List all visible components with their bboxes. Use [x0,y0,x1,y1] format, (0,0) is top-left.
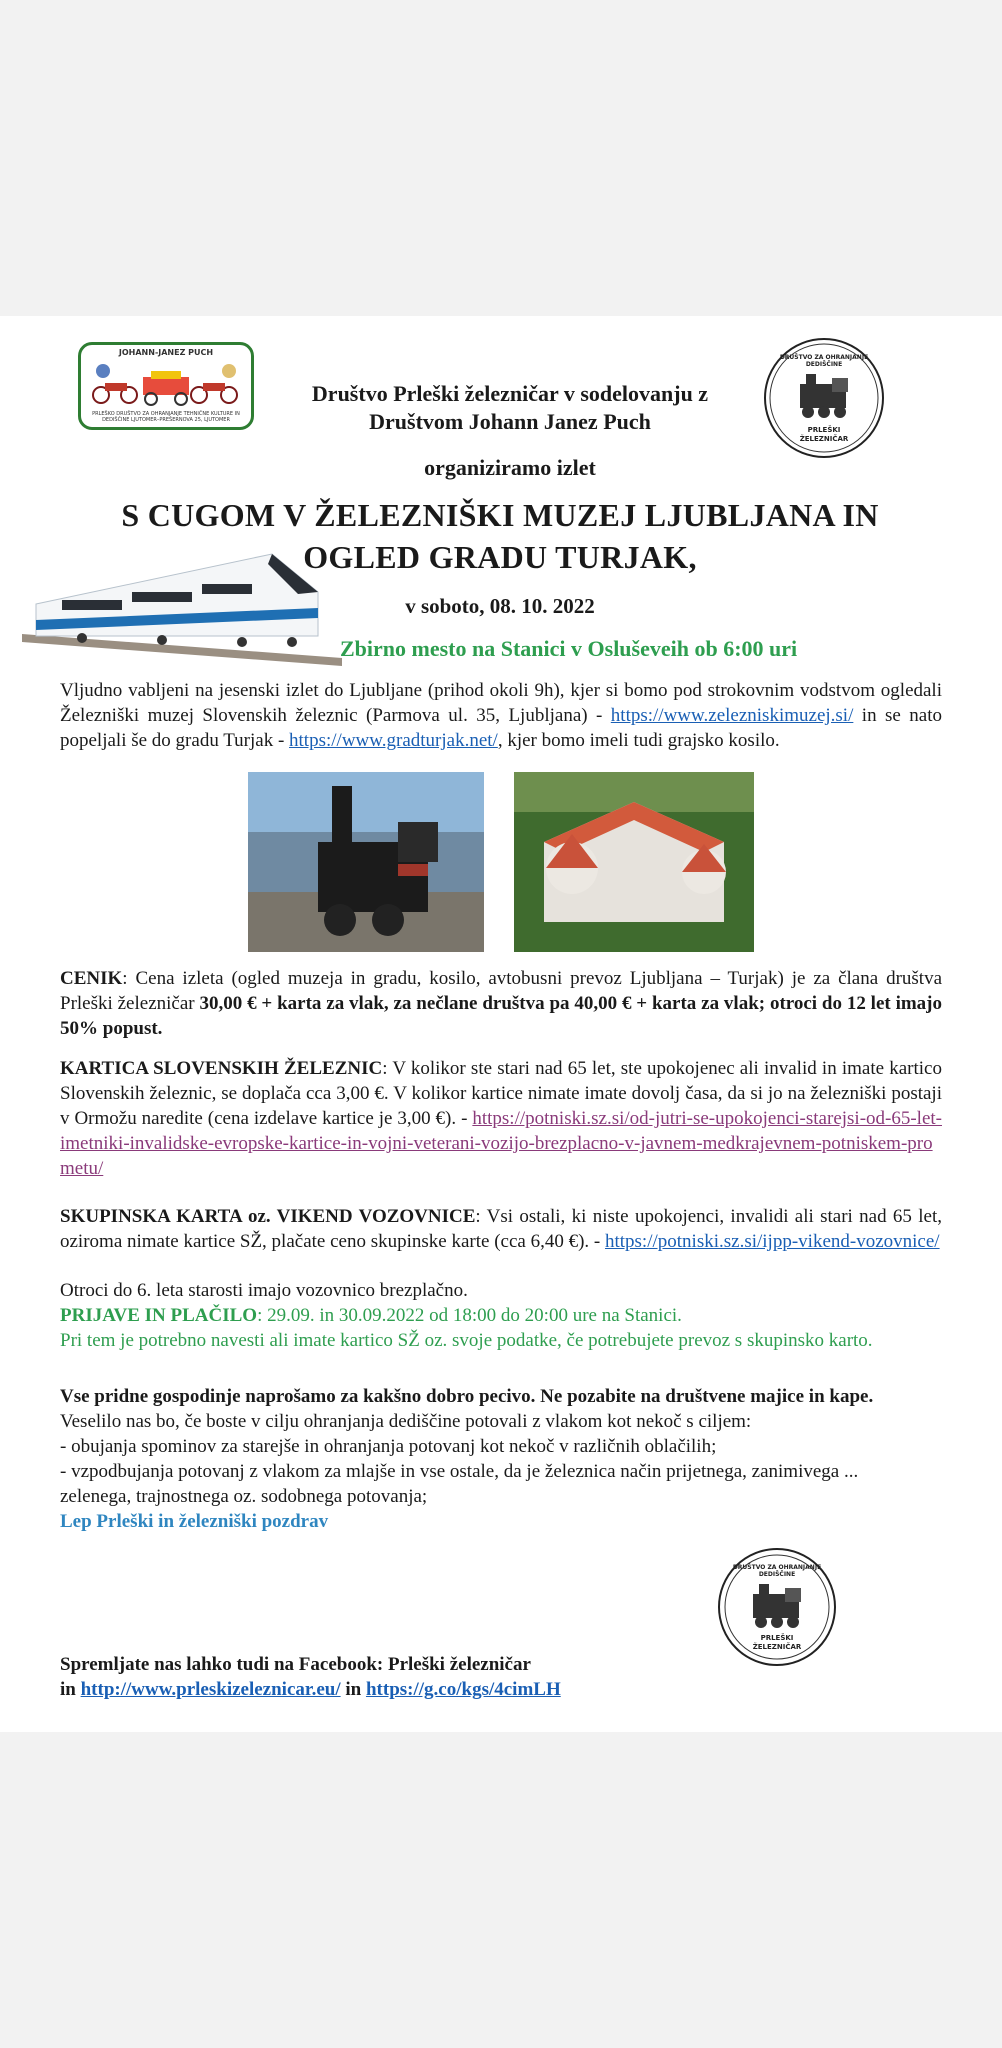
locomotive-photo [248,772,484,952]
seal-name-text: PRLEŠKI ŽELEZNIČAR [799,426,849,443]
intro-text-2: in se nato popeljali še do gradu Turjak - [60,705,942,751]
closing-line-3: - vzpodbujanja potovanj z vlakom za mlajše in vse ostale, da je železnica način prijetnega, zanimivega ... [60,1461,859,1482]
footer-links [60,1677,860,1702]
seal-ring-text: DRUŠTVO ZA OHRANJANJE DEDIŠČINE [779,354,869,368]
bottom-seal-ring-text: DRUŠTVO ZA OHRANJANJE DEDIŠČINE [732,1564,822,1578]
flyer-page [0,316,1002,1732]
skupinska-label: SKUPINSKA KARTA oz. VIKEND VOZOVNICE [60,1206,476,1227]
footer-facebook: Spremljate nas lahko tudi na Facebook: Prleški železničar [60,1654,531,1675]
cenik-text: : Cena izleta (ogled muzeja in gradu, kosilo, avtobusni prevoz Ljubljana – Turjak) je za člana društva Prleški železničar [60,968,942,1014]
cenik-label: CENIK [60,968,123,989]
kartica-text: : V kolikor ste stari nad 65 let, ste upokojenec ali invalid in imate kartico Slovenskih železnic, se doplača cca 3,00 €. V kolikor kartice nimate imate dovolj časa, da si jo na železniški postaji v Ormožu naredite (cena izdelave kartice je 3,00 €). - [60,1058,942,1129]
cenik-prices: 30,00 € + karta za vlak, za nečlane društva pa 40,00 € + karta za vlak; otroci do 12 let imajo 50% popust. [60,993,942,1039]
intro-text-1: Vljudno vabljeni na jesenski izlet do Ljubljane (prihod okoli 9h), kjer si bomo pod strokovnim vodstvom ogledali Železniški muzej Slovenskih železnic (Parmova ul. 35, Ljubljana) - [60,680,942,726]
closing-bold: Vse pridne gospodinje naprošamo za kakšno dobro pecivo. Ne pozabite na društvene majice in kape. [60,1386,874,1407]
title-line-1: S CUGOM V ŽELEZNIŠKI MUZEJ LJUBLJANA IN [121,497,879,533]
header-line-3: organiziramo izlet [424,455,596,480]
turjak-link[interactable]: https://www.gradturjak.net/ [289,730,498,751]
event-date: v soboto, 08. 10. 2022 [405,594,595,618]
closing-line-1: Veselilo nas bo, če boste v cilju ohranjanja dediščine potovali z vlakom kot nekoč s ciljem: [60,1411,752,1432]
skupinska-paragraph [60,1204,942,1254]
title-line-2: OGLED GRADU TURJAK, [303,539,697,575]
header-line-2: Društvom Johann Janez Puch [369,409,651,434]
castle-photo [514,772,754,952]
museum-link[interactable]: https://www.zelezniskimuzej.si/ [610,705,854,726]
header-line-1: Društvo Prleški železničar v sodelovanju z [311,381,709,406]
footer-in-2: in [340,1679,366,1700]
closing-line-2: - obujanja spominov za starejše in ohranjanja potovanj kot nekoč v različnih oblačilih; [60,1436,717,1457]
vikend-link[interactable]: https://potniski.sz.si/ijpp-vikend-vozovnice/ [604,1231,940,1252]
train-image [22,538,342,670]
children-note: Otroci do 6. leta starosti imajo vozovnico brezplačno. [60,1280,468,1301]
heritage-seal-logo [764,338,884,458]
puch-badge-logo [78,342,254,430]
badge-title: JOHANN-JANEZ PUCH [118,348,214,357]
website-link[interactable]: http://www.prleskizeleznicar.eu/ [80,1679,341,1700]
intro-paragraph [60,678,942,753]
google-link[interactable]: https://g.co/kgs/4cimLH [365,1679,561,1700]
footer-in-1: in [60,1679,81,1700]
kartica-link[interactable]: https://potniski.sz.si/od-jutri-se-upokojenci-starejsi-od-65-let-imetniki-invalidske-evropske-kartice-in-vojni-veterani-vozijo-brezplacno-v-javnem-medkrajevnem-potniskem-prometu/ [60,1108,942,1179]
cenik-paragraph [60,966,942,1041]
prijave-line [60,1303,942,1328]
intro-text-3: , kjer bomo imeli tudi grajsko kosilo. [497,730,780,751]
skupinska-text: : Vsi ostali, ki niste upokojenci, invalidi ali stari nad 65 let, oziroma nimate kartice SŽ, plačate ceno skupinske karte (cca 6,40 €). - [60,1206,942,1252]
badge-subtitle: PRLEŠKO DRUŠTVO ZA OHRANJANJE TEHNIČNE KULTURE IN DEDIŠČINE LJUTOMER–PREŠERNOVA 25, LJUTOMER [92,411,240,423]
kartica-paragraph [60,1056,942,1181]
bottom-seal-logo [718,1548,836,1666]
closing-line-4: zelenega, trajnostnega oz. sodobnega potovanja; [60,1486,428,1507]
prijave-dates: : 29.09. in 30.09.2022 od 18:00 do 20:00 ure na Stanici. [257,1305,682,1326]
bottom-seal-name-text: PRLEŠKI ŽELEZNIČAR [752,1634,802,1651]
greeting: Lep Prleški in železniški pozdrav [60,1511,329,1532]
kartica-label: KARTICA SLOVENSKIH ŽELEZNIC [60,1058,383,1079]
meeting-point: Zbirno mesto na Stanici v Osluševeih ob 6:00 uri [340,636,798,661]
motorcycles-icon [81,359,251,409]
prijave-note: Pri tem je potrebno navesti ali imate kartico SŽ oz. svoje podatke, če potrebujete prevoz s skupinsko karto. [60,1330,873,1351]
prijave-label: PRIJAVE IN PLAČILO [60,1305,258,1326]
